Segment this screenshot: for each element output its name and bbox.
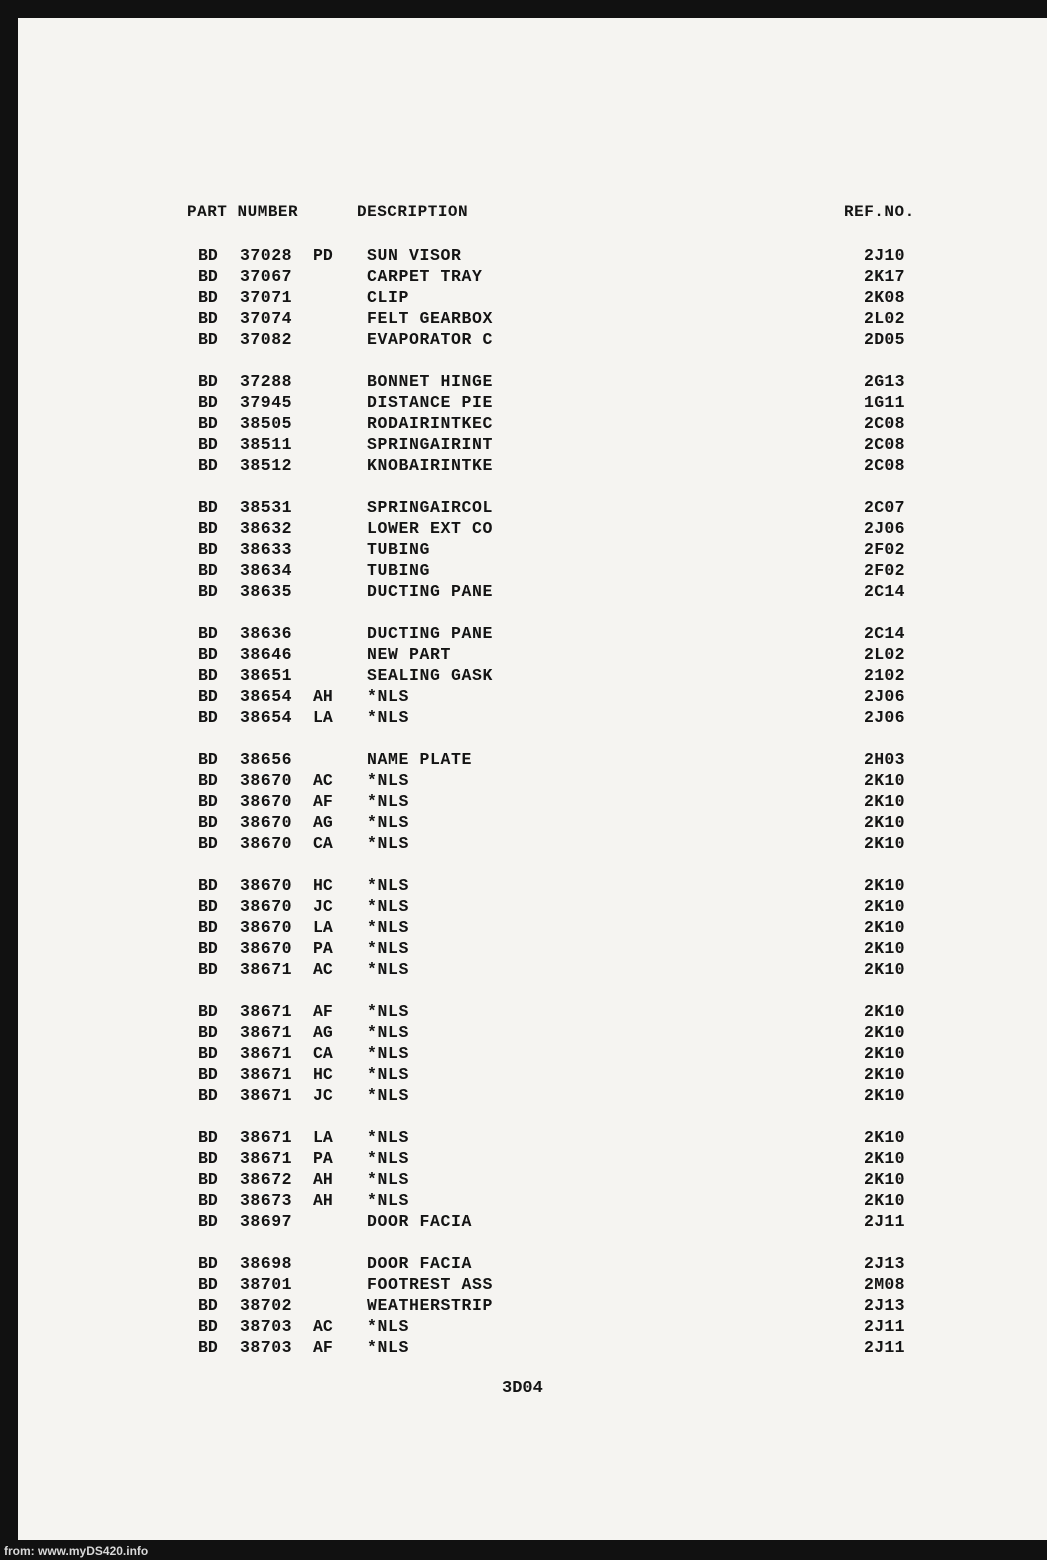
part-description: TUBING bbox=[367, 540, 431, 559]
part-prefix: BD bbox=[198, 246, 218, 265]
part-prefix: BD bbox=[198, 792, 218, 811]
table-row bbox=[0, 1085, 1047, 1106]
part-ref: 2J11 bbox=[864, 1212, 905, 1231]
part-description: *NLS bbox=[367, 960, 410, 979]
part-prefix: BD bbox=[198, 666, 218, 685]
part-ref: 2K10 bbox=[864, 1065, 905, 1084]
part-description: *NLS bbox=[367, 1086, 410, 1105]
part-prefix: BD bbox=[198, 771, 218, 790]
part-description: DOOR FACIA bbox=[367, 1254, 473, 1273]
part-ref: 1G11 bbox=[864, 393, 905, 412]
part-suffix: PD bbox=[313, 246, 333, 265]
part-suffix: AH bbox=[313, 1191, 333, 1210]
part-ref: 2J06 bbox=[864, 708, 905, 727]
part-number: 38646 bbox=[240, 645, 293, 664]
part-suffix: JC bbox=[313, 1086, 333, 1105]
table-row bbox=[0, 812, 1047, 833]
part-ref: 2F02 bbox=[864, 561, 905, 580]
part-prefix: BD bbox=[198, 687, 218, 706]
part-prefix: BD bbox=[198, 750, 218, 769]
part-number: 38635 bbox=[240, 582, 293, 601]
table-row bbox=[0, 833, 1047, 854]
part-ref: 2K08 bbox=[864, 288, 905, 307]
part-prefix: BD bbox=[198, 1149, 218, 1168]
table-row bbox=[0, 749, 1047, 770]
part-prefix: BD bbox=[198, 1191, 218, 1210]
table-row bbox=[0, 1148, 1047, 1169]
part-ref: 2G13 bbox=[864, 372, 905, 391]
part-number: 38701 bbox=[240, 1275, 293, 1294]
table-row bbox=[0, 1253, 1047, 1274]
part-prefix: BD bbox=[198, 939, 218, 958]
part-number: 38702 bbox=[240, 1296, 293, 1315]
part-prefix: BD bbox=[198, 708, 218, 727]
part-ref: 2K10 bbox=[864, 1149, 905, 1168]
part-description: *NLS bbox=[367, 834, 410, 853]
part-number: 38632 bbox=[240, 519, 293, 538]
part-description: *NLS bbox=[367, 771, 410, 790]
table-row bbox=[0, 875, 1047, 896]
table-row bbox=[0, 896, 1047, 917]
table-row bbox=[0, 1337, 1047, 1358]
part-description: TUBING bbox=[367, 561, 431, 580]
part-number: 38670 bbox=[240, 876, 293, 895]
part-suffix: CA bbox=[313, 1044, 333, 1063]
table-row bbox=[0, 497, 1047, 518]
part-prefix: BD bbox=[198, 267, 218, 286]
part-number: 38671 bbox=[240, 1149, 293, 1168]
table-row bbox=[0, 413, 1047, 434]
part-number: 37028 bbox=[240, 246, 293, 265]
part-ref: 2J11 bbox=[864, 1317, 905, 1336]
part-number: 38654 bbox=[240, 708, 293, 727]
part-ref: 2J13 bbox=[864, 1296, 905, 1315]
part-number: 38673 bbox=[240, 1191, 293, 1210]
part-prefix: BD bbox=[198, 1002, 218, 1021]
table-row bbox=[0, 1001, 1047, 1022]
part-prefix: BD bbox=[198, 1296, 218, 1315]
part-suffix: AC bbox=[313, 960, 333, 979]
table-row bbox=[0, 686, 1047, 707]
part-description: BONNET HINGE bbox=[367, 372, 494, 391]
part-number: 38671 bbox=[240, 1044, 293, 1063]
table-row bbox=[0, 287, 1047, 308]
part-ref: 2K10 bbox=[864, 1191, 905, 1210]
part-description: *NLS bbox=[367, 1191, 410, 1210]
part-prefix: BD bbox=[198, 897, 218, 916]
part-number: 38670 bbox=[240, 918, 293, 937]
part-description: *NLS bbox=[367, 813, 410, 832]
part-ref: 2K10 bbox=[864, 960, 905, 979]
part-suffix: AG bbox=[313, 1023, 333, 1042]
table-row bbox=[0, 1043, 1047, 1064]
part-number: 38670 bbox=[240, 834, 293, 853]
part-description: CARPET TRAY bbox=[367, 267, 483, 286]
part-number: 38634 bbox=[240, 561, 293, 580]
part-prefix: BD bbox=[198, 1212, 218, 1231]
part-prefix: BD bbox=[198, 624, 218, 643]
part-description: *NLS bbox=[367, 792, 410, 811]
table-row bbox=[0, 1274, 1047, 1295]
part-suffix: JC bbox=[313, 897, 333, 916]
part-number: 38697 bbox=[240, 1212, 293, 1231]
part-description: KNOBAIRINTKE bbox=[367, 456, 494, 475]
part-suffix: CA bbox=[313, 834, 333, 853]
part-number: 38671 bbox=[240, 1002, 293, 1021]
part-ref: 2J13 bbox=[864, 1254, 905, 1273]
part-ref: 2K10 bbox=[864, 897, 905, 916]
part-description: *NLS bbox=[367, 939, 410, 958]
table-row bbox=[0, 245, 1047, 266]
part-description: SEALING GASK bbox=[367, 666, 494, 685]
part-suffix: AF bbox=[313, 1002, 333, 1021]
part-description: *NLS bbox=[367, 876, 410, 895]
table-row bbox=[0, 371, 1047, 392]
part-ref: 2J06 bbox=[864, 519, 905, 538]
part-prefix: BD bbox=[198, 918, 218, 937]
part-suffix: LA bbox=[313, 918, 333, 937]
part-description: SUN VISOR bbox=[367, 246, 462, 265]
part-suffix: AC bbox=[313, 1317, 333, 1336]
table-row bbox=[0, 560, 1047, 581]
part-prefix: BD bbox=[198, 1044, 218, 1063]
part-description: FELT GEARBOX bbox=[367, 309, 494, 328]
part-prefix: BD bbox=[198, 1254, 218, 1273]
part-description: LOWER EXT CO bbox=[367, 519, 494, 538]
part-ref: 2D05 bbox=[864, 330, 905, 349]
part-ref: 2K10 bbox=[864, 918, 905, 937]
table-row bbox=[0, 791, 1047, 812]
page-code: 3D04 bbox=[502, 1379, 543, 1398]
table-row bbox=[0, 581, 1047, 602]
part-prefix: BD bbox=[198, 309, 218, 328]
part-number: 38636 bbox=[240, 624, 293, 643]
part-prefix: BD bbox=[198, 456, 218, 475]
part-suffix: LA bbox=[313, 1128, 333, 1147]
part-ref: 2K10 bbox=[864, 1086, 905, 1105]
part-number: 38512 bbox=[240, 456, 293, 475]
part-number: 38670 bbox=[240, 813, 293, 832]
part-description: DUCTING PANE bbox=[367, 624, 494, 643]
part-ref: 2102 bbox=[864, 666, 905, 685]
part-number: 38511 bbox=[240, 435, 293, 454]
part-ref: 2K10 bbox=[864, 1002, 905, 1021]
table-row bbox=[0, 917, 1047, 938]
part-description: *NLS bbox=[367, 1002, 410, 1021]
part-prefix: BD bbox=[198, 288, 218, 307]
part-ref: 2J11 bbox=[864, 1338, 905, 1357]
part-suffix: AC bbox=[313, 771, 333, 790]
part-number: 37945 bbox=[240, 393, 293, 412]
part-suffix: AF bbox=[313, 1338, 333, 1357]
table-row bbox=[0, 623, 1047, 644]
part-suffix: AG bbox=[313, 813, 333, 832]
part-number: 38703 bbox=[240, 1338, 293, 1357]
part-description: EVAPORATOR C bbox=[367, 330, 494, 349]
table-row bbox=[0, 266, 1047, 287]
part-number: 38531 bbox=[240, 498, 293, 517]
part-ref: 2K10 bbox=[864, 1023, 905, 1042]
table-row bbox=[0, 539, 1047, 560]
part-prefix: BD bbox=[198, 1086, 218, 1105]
part-ref: 2H03 bbox=[864, 750, 905, 769]
part-description: *NLS bbox=[367, 918, 410, 937]
part-description: DISTANCE PIE bbox=[367, 393, 494, 412]
part-description: FOOTREST ASS bbox=[367, 1275, 494, 1294]
part-ref: 2C08 bbox=[864, 456, 905, 475]
part-ref: 2M08 bbox=[864, 1275, 905, 1294]
part-prefix: BD bbox=[198, 540, 218, 559]
part-number: 38671 bbox=[240, 1128, 293, 1147]
part-prefix: BD bbox=[198, 1128, 218, 1147]
part-description: *NLS bbox=[367, 1149, 410, 1168]
table-row bbox=[0, 1169, 1047, 1190]
table-row bbox=[0, 1190, 1047, 1211]
part-ref: 2F02 bbox=[864, 540, 905, 559]
table-row bbox=[0, 392, 1047, 413]
table-row bbox=[0, 770, 1047, 791]
table-row bbox=[0, 665, 1047, 686]
table-row bbox=[0, 707, 1047, 728]
part-ref: 2K10 bbox=[864, 834, 905, 853]
part-ref: 2C14 bbox=[864, 582, 905, 601]
part-number: 37067 bbox=[240, 267, 293, 286]
part-suffix: AH bbox=[313, 687, 333, 706]
part-ref: 2J06 bbox=[864, 687, 905, 706]
part-description: NAME PLATE bbox=[367, 750, 473, 769]
part-ref: 2C07 bbox=[864, 498, 905, 517]
part-number: 38651 bbox=[240, 666, 293, 685]
part-description: CLIP bbox=[367, 288, 410, 307]
part-prefix: BD bbox=[198, 645, 218, 664]
part-prefix: BD bbox=[198, 393, 218, 412]
part-ref: 2K10 bbox=[864, 939, 905, 958]
part-description: *NLS bbox=[367, 897, 410, 916]
header-description: DESCRIPTION bbox=[357, 203, 469, 221]
part-prefix: BD bbox=[198, 519, 218, 538]
part-prefix: BD bbox=[198, 330, 218, 349]
table-row bbox=[0, 434, 1047, 455]
part-description: *NLS bbox=[367, 1170, 410, 1189]
part-description: *NLS bbox=[367, 1044, 410, 1063]
part-description: *NLS bbox=[367, 687, 410, 706]
part-number: 38672 bbox=[240, 1170, 293, 1189]
part-description: DOOR FACIA bbox=[367, 1212, 473, 1231]
part-description: *NLS bbox=[367, 1023, 410, 1042]
part-description: NEW PART bbox=[367, 645, 452, 664]
table-row bbox=[0, 455, 1047, 476]
part-number: 38670 bbox=[240, 939, 293, 958]
part-ref: 2K10 bbox=[864, 1170, 905, 1189]
part-suffix: HC bbox=[313, 1065, 333, 1084]
part-number: 38656 bbox=[240, 750, 293, 769]
part-ref: 2L02 bbox=[864, 309, 905, 328]
part-prefix: BD bbox=[198, 1023, 218, 1042]
part-prefix: BD bbox=[198, 876, 218, 895]
part-description: WEATHERSTRIP bbox=[367, 1296, 494, 1315]
part-prefix: BD bbox=[198, 960, 218, 979]
table-row bbox=[0, 1316, 1047, 1337]
part-ref: 2K10 bbox=[864, 1128, 905, 1147]
part-ref: 2K10 bbox=[864, 876, 905, 895]
part-number: 38654 bbox=[240, 687, 293, 706]
part-prefix: BD bbox=[198, 561, 218, 580]
part-number: 38670 bbox=[240, 792, 293, 811]
part-suffix: AF bbox=[313, 792, 333, 811]
part-number: 38671 bbox=[240, 960, 293, 979]
part-number: 37071 bbox=[240, 288, 293, 307]
part-number: 38671 bbox=[240, 1023, 293, 1042]
part-prefix: BD bbox=[198, 813, 218, 832]
part-suffix: AH bbox=[313, 1170, 333, 1189]
part-prefix: BD bbox=[198, 1065, 218, 1084]
part-ref: 2K10 bbox=[864, 792, 905, 811]
part-prefix: BD bbox=[198, 1275, 218, 1294]
part-ref: 2C08 bbox=[864, 435, 905, 454]
part-ref: 2C08 bbox=[864, 414, 905, 433]
part-ref: 2L02 bbox=[864, 645, 905, 664]
part-number: 38670 bbox=[240, 897, 293, 916]
part-description: *NLS bbox=[367, 1128, 410, 1147]
table-row bbox=[0, 1211, 1047, 1232]
part-prefix: BD bbox=[198, 1170, 218, 1189]
part-description: DUCTING PANE bbox=[367, 582, 494, 601]
part-suffix: PA bbox=[313, 939, 333, 958]
part-ref: 2K10 bbox=[864, 813, 905, 832]
part-suffix: PA bbox=[313, 1149, 333, 1168]
part-ref: 2K10 bbox=[864, 1044, 905, 1063]
part-number: 38505 bbox=[240, 414, 293, 433]
part-number: 38670 bbox=[240, 771, 293, 790]
part-ref: 2K10 bbox=[864, 771, 905, 790]
part-ref: 2J10 bbox=[864, 246, 905, 265]
table-row bbox=[0, 938, 1047, 959]
table-row bbox=[0, 329, 1047, 350]
part-description: *NLS bbox=[367, 1065, 410, 1084]
table-row bbox=[0, 1022, 1047, 1043]
part-prefix: BD bbox=[198, 372, 218, 391]
table-row bbox=[0, 1127, 1047, 1148]
table-row bbox=[0, 308, 1047, 329]
part-prefix: BD bbox=[198, 582, 218, 601]
part-description: *NLS bbox=[367, 708, 410, 727]
part-ref: 2C14 bbox=[864, 624, 905, 643]
part-description: SPRINGAIRINT bbox=[367, 435, 494, 454]
part-number: 38698 bbox=[240, 1254, 293, 1273]
table-row bbox=[0, 1295, 1047, 1316]
table-row bbox=[0, 644, 1047, 665]
table-row bbox=[0, 518, 1047, 539]
header-part-number: PART NUMBER bbox=[187, 203, 299, 221]
part-number: 38633 bbox=[240, 540, 293, 559]
table-row bbox=[0, 959, 1047, 980]
header-ref-no: REF.NO. bbox=[844, 203, 915, 221]
part-number: 37074 bbox=[240, 309, 293, 328]
part-number: 38671 bbox=[240, 1086, 293, 1105]
part-prefix: BD bbox=[198, 414, 218, 433]
part-prefix: BD bbox=[198, 834, 218, 853]
source-footer: from: www.myDS420.info bbox=[4, 1544, 149, 1558]
part-number: 38671 bbox=[240, 1065, 293, 1084]
part-description: *NLS bbox=[367, 1338, 410, 1357]
part-number: 37288 bbox=[240, 372, 293, 391]
part-suffix: HC bbox=[313, 876, 333, 895]
part-suffix: LA bbox=[313, 708, 333, 727]
part-number: 37082 bbox=[240, 330, 293, 349]
part-prefix: BD bbox=[198, 498, 218, 517]
part-description: SPRINGAIRCOL bbox=[367, 498, 494, 517]
part-prefix: BD bbox=[198, 435, 218, 454]
part-description: RODAIRINTKEC bbox=[367, 414, 494, 433]
part-prefix: BD bbox=[198, 1338, 218, 1357]
part-number: 38703 bbox=[240, 1317, 293, 1336]
part-ref: 2K17 bbox=[864, 267, 905, 286]
part-description: *NLS bbox=[367, 1317, 410, 1336]
part-prefix: BD bbox=[198, 1317, 218, 1336]
table-row bbox=[0, 1064, 1047, 1085]
